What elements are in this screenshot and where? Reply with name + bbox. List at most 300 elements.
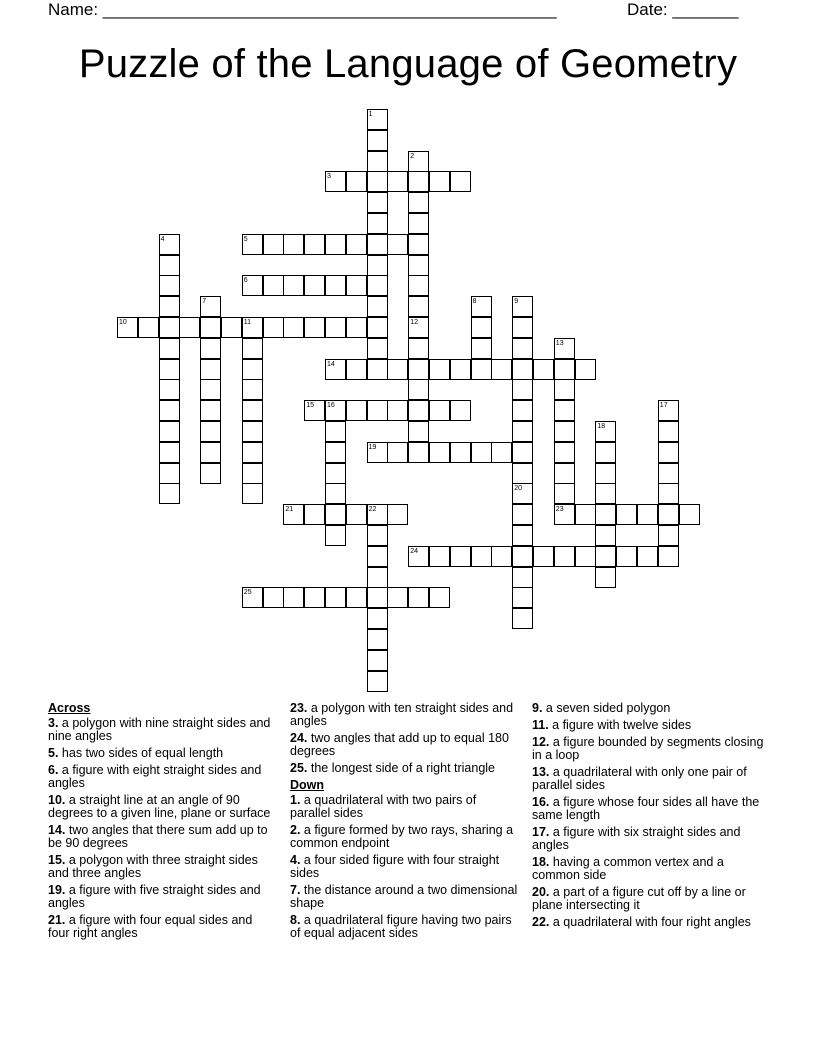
grid-cell[interactable] — [325, 275, 346, 296]
clue-item — [290, 762, 518, 775]
clue-item — [290, 732, 518, 758]
date-field-line: Date: _______ — [627, 0, 739, 19]
grid-cell[interactable] — [408, 546, 429, 567]
grid-cell[interactable] — [512, 525, 533, 546]
grid-cell[interactable] — [387, 442, 408, 463]
grid-cell[interactable] — [200, 442, 221, 463]
grid-cell[interactable] — [408, 338, 429, 359]
grid-cell[interactable] — [159, 379, 180, 400]
clue-number: 12 — [410, 319, 418, 326]
grid-cell[interactable] — [512, 608, 533, 629]
clue-item-text: has two sides of equal length — [58, 746, 224, 760]
grid-cell[interactable] — [159, 255, 180, 276]
grid-cell[interactable] — [387, 400, 408, 421]
grid-cell[interactable] — [408, 379, 429, 400]
grid-cell[interactable] — [512, 296, 533, 317]
clue-item-number: 17. — [532, 825, 550, 839]
grid-cell[interactable] — [450, 359, 471, 380]
grid-cell[interactable] — [471, 317, 492, 338]
grid-cell[interactable] — [408, 255, 429, 276]
grid-cell[interactable] — [408, 151, 429, 172]
grid-cell[interactable] — [325, 463, 346, 484]
clue-item-text: a quadrilateral with four right angles — [549, 915, 751, 929]
grid-cell[interactable] — [200, 400, 221, 421]
grid-cell[interactable] — [408, 317, 429, 338]
grid-cell[interactable] — [159, 234, 180, 255]
down-heading: Down — [290, 778, 325, 792]
grid-cell[interactable] — [658, 463, 679, 484]
grid-cell[interactable] — [367, 151, 388, 172]
grid-cell[interactable] — [242, 379, 263, 400]
grid-cell[interactable] — [471, 338, 492, 359]
clue-item-number: 23. — [290, 701, 308, 715]
grid-cell[interactable] — [408, 192, 429, 213]
clue-item-text: a seven sided polygon — [542, 701, 671, 715]
clue-number: 15 — [306, 402, 314, 410]
grid-cell[interactable] — [471, 442, 492, 463]
grid-cell[interactable] — [512, 463, 533, 484]
clue-item-number: 13. — [532, 765, 550, 779]
grid-cell[interactable] — [200, 296, 221, 317]
clue-item-text: two angles that there sum add up to be 90 degrees — [48, 823, 268, 850]
grid-cell[interactable] — [159, 296, 180, 317]
grid-cell[interactable] — [159, 359, 180, 380]
grid-cell[interactable] — [554, 359, 575, 380]
clue-number: 19 — [368, 443, 377, 451]
grid-cell[interactable] — [595, 463, 616, 484]
clue-column-2 — [290, 702, 518, 944]
grid-cell[interactable] — [658, 400, 679, 421]
clue-item-number: 11. — [532, 718, 549, 732]
grid-cell[interactable] — [429, 587, 450, 608]
grid-cell[interactable] — [554, 421, 575, 442]
clue-item — [48, 884, 276, 910]
clue-number: 2 — [410, 152, 415, 160]
grid-cell[interactable] — [117, 317, 138, 338]
grid-cell[interactable] — [283, 317, 304, 338]
grid-cell[interactable] — [512, 567, 533, 588]
grid-cell[interactable] — [658, 483, 679, 504]
grid-cell[interactable] — [616, 504, 637, 525]
clue-item-number: 5. — [48, 746, 59, 760]
clue-number: 3 — [327, 173, 331, 181]
grid-cell[interactable] — [159, 483, 180, 504]
grid-cell[interactable] — [367, 671, 388, 692]
grid-cell[interactable] — [325, 504, 346, 525]
grid-cell[interactable] — [367, 234, 388, 255]
grid-cell[interactable] — [408, 587, 429, 608]
grid-cell[interactable] — [367, 400, 388, 421]
grid-cell[interactable] — [346, 171, 367, 192]
clue-item — [532, 719, 764, 732]
clue-item-number: 19. — [48, 883, 66, 897]
clue-item — [532, 886, 764, 912]
grid-cell[interactable] — [575, 359, 596, 380]
clue-number: 14 — [327, 360, 335, 368]
grid-cell[interactable] — [533, 359, 554, 380]
grid-cell[interactable] — [658, 504, 679, 525]
clue-item-text: a four sided figure with four straight sides — [290, 853, 500, 880]
clue-item — [532, 736, 764, 762]
grid-cell[interactable] — [263, 234, 284, 255]
clue-item — [532, 856, 764, 882]
grid-cell[interactable] — [512, 442, 533, 463]
clue-number: 13 — [555, 339, 564, 347]
grid-cell[interactable] — [346, 504, 367, 525]
clue-number: 10 — [119, 319, 127, 326]
grid-cell[interactable] — [367, 296, 388, 317]
grid-cell[interactable] — [554, 400, 575, 421]
grid-cell[interactable] — [325, 317, 346, 338]
grid-cell[interactable] — [242, 359, 263, 380]
clue-number: 6 — [243, 277, 248, 285]
clue-item — [290, 854, 518, 880]
clue-item-number: 24. — [290, 731, 308, 745]
grid-cell[interactable] — [346, 400, 367, 421]
clue-item-number: 7. — [290, 883, 301, 897]
clue-number: 7 — [202, 298, 207, 306]
grid-cell[interactable] — [200, 317, 221, 338]
clue-item-text: having a common vertex and a common side — [532, 855, 724, 882]
clue-item-text: the distance around a two dimensional shape — [290, 883, 518, 910]
grid-cell[interactable] — [367, 359, 388, 380]
grid-cell[interactable] — [346, 359, 367, 380]
grid-cell[interactable] — [471, 546, 492, 567]
grid-cell[interactable] — [242, 483, 263, 504]
grid-cell[interactable] — [367, 255, 388, 276]
grid-cell[interactable] — [491, 359, 512, 380]
grid-cell[interactable] — [242, 338, 263, 359]
grid-cell[interactable] — [429, 546, 450, 567]
page-title: Puzzle of the Language of Geometry — [78, 42, 738, 86]
clue-item-number: 6. — [48, 763, 59, 777]
grid-cell[interactable] — [387, 587, 408, 608]
clue-item — [290, 702, 518, 728]
grid-cell[interactable] — [595, 483, 616, 504]
grid-cell[interactable] — [595, 567, 616, 588]
clue-item — [48, 717, 276, 743]
grid-cell[interactable] — [304, 587, 325, 608]
clue-item-text: a polygon with three straight sides and three angles — [48, 853, 258, 880]
grid-cell[interactable] — [200, 421, 221, 442]
grid-cell[interactable] — [408, 359, 429, 380]
clue-number: 4 — [160, 235, 165, 243]
clue-item-text: a figure with eight straight sides and angles — [48, 763, 262, 790]
grid-cell[interactable] — [179, 317, 200, 338]
grid-cell[interactable] — [159, 442, 180, 463]
grid-cell[interactable] — [429, 171, 450, 192]
clue-number: 22 — [368, 506, 377, 514]
grid-cell[interactable] — [367, 130, 388, 151]
grid-cell[interactable] — [595, 504, 616, 525]
clue-item — [48, 824, 276, 850]
grid-cell[interactable] — [367, 587, 388, 608]
clue-number: 24 — [410, 547, 418, 555]
grid-cell[interactable] — [512, 359, 533, 380]
clue-item — [532, 702, 764, 715]
clue-number: 18 — [597, 423, 606, 430]
grid-cell[interactable] — [658, 421, 679, 442]
clue-item-number: 21. — [48, 913, 66, 927]
grid-cell[interactable] — [242, 421, 263, 442]
grid-cell[interactable] — [512, 317, 533, 338]
clue-item — [48, 794, 276, 820]
grid-cell[interactable] — [367, 275, 388, 296]
grid-cell[interactable] — [367, 192, 388, 213]
clue-item-number: 4. — [290, 853, 301, 867]
grid-cell[interactable] — [616, 546, 637, 567]
grid-cell[interactable] — [242, 442, 263, 463]
clue-item-text: a figure with twelve sides — [548, 718, 692, 732]
grid-cell[interactable] — [325, 442, 346, 463]
grid-cell[interactable] — [408, 213, 429, 234]
clue-item — [48, 747, 276, 760]
grid-cell[interactable] — [367, 567, 388, 588]
grid-cell[interactable] — [367, 109, 388, 130]
grid-cell[interactable] — [554, 483, 575, 504]
grid-cell[interactable] — [367, 504, 388, 525]
grid-cell[interactable] — [637, 504, 658, 525]
grid-cell[interactable] — [512, 587, 533, 608]
clue-item — [290, 914, 518, 940]
across-clue-list-continued — [290, 702, 518, 775]
grid-cell[interactable] — [304, 275, 325, 296]
grid-cell[interactable] — [283, 275, 304, 296]
clue-item-number: 12. — [532, 735, 550, 749]
grid-cell[interactable] — [283, 504, 304, 525]
clue-item-number: 3. — [48, 716, 59, 730]
grid-cell[interactable] — [637, 546, 658, 567]
grid-cell[interactable] — [450, 546, 471, 567]
clue-item-text: a figure formed by two rays, sharing a common endpoint — [290, 823, 514, 850]
grid-cell[interactable] — [512, 400, 533, 421]
grid-cell[interactable] — [408, 275, 429, 296]
grid-cell[interactable] — [159, 421, 180, 442]
grid-cell[interactable] — [367, 650, 388, 671]
grid-cell[interactable] — [450, 171, 471, 192]
clue-item — [48, 914, 276, 940]
grid-cell[interactable] — [554, 338, 575, 359]
clue-item-text: a figure with five straight sides and angles — [48, 883, 261, 910]
grid-cell[interactable] — [367, 317, 388, 338]
grid-cell[interactable] — [658, 525, 679, 546]
clue-item-number: 9. — [532, 701, 543, 715]
grid-cell[interactable] — [325, 359, 346, 380]
grid-cell[interactable] — [512, 338, 533, 359]
grid-cell[interactable] — [408, 171, 429, 192]
grid-cell[interactable] — [263, 275, 284, 296]
grid-cell[interactable] — [159, 338, 180, 359]
grid-cell[interactable] — [595, 421, 616, 442]
grid-cell[interactable] — [159, 463, 180, 484]
clue-item-text: a part of a figure cut off by a line or plane intersecting it — [532, 885, 746, 912]
grid-cell[interactable] — [408, 442, 429, 463]
clue-item-number: 8. — [290, 913, 301, 927]
clue-item-number: 18. — [532, 855, 550, 869]
clue-column-3 — [532, 702, 764, 933]
grid-cell[interactable] — [200, 379, 221, 400]
grid-cell[interactable] — [367, 442, 388, 463]
grid-cell[interactable] — [283, 587, 304, 608]
grid-cell[interactable] — [325, 234, 346, 255]
grid-cell[interactable] — [595, 546, 616, 567]
clue-number: 9 — [514, 298, 519, 306]
clue-number: 16 — [327, 402, 335, 410]
grid-cell[interactable] — [575, 504, 596, 525]
grid-cell[interactable] — [450, 400, 471, 421]
clue-item — [532, 796, 764, 822]
grid-cell[interactable] — [325, 525, 346, 546]
grid-cell[interactable] — [554, 442, 575, 463]
grid-cell[interactable] — [242, 587, 263, 608]
clue-item-number: 1. — [290, 793, 301, 807]
clue-item — [532, 826, 764, 852]
clue-item — [48, 764, 276, 790]
grid-cell[interactable] — [450, 442, 471, 463]
clue-item — [532, 766, 764, 792]
grid-cell[interactable] — [512, 483, 533, 504]
clue-item-text: a figure with six straight sides and angles — [532, 825, 741, 852]
clue-item-number: 16. — [532, 795, 550, 809]
grid-cell[interactable] — [387, 171, 408, 192]
clue-item-number: 2. — [290, 823, 301, 837]
grid-cell[interactable] — [533, 546, 554, 567]
grid-cell[interactable] — [367, 171, 388, 192]
clue-item-text: a figure whose four sides all have the same length — [532, 795, 760, 822]
down-clue-list-continued — [532, 702, 764, 929]
grid-cell[interactable] — [554, 504, 575, 525]
clue-item-text: the longest side of a right triangle — [307, 761, 496, 775]
clue-item-text: a quadrilateral with two pairs of parallel sides — [290, 793, 477, 820]
grid-cell[interactable] — [658, 442, 679, 463]
grid-cell[interactable] — [679, 504, 700, 525]
grid-cell[interactable] — [471, 296, 492, 317]
clue-item-text: a polygon with ten straight sides and angles — [290, 701, 514, 728]
grid-cell[interactable] — [346, 317, 367, 338]
grid-cell[interactable] — [346, 234, 367, 255]
grid-cell[interactable] — [595, 525, 616, 546]
grid-cell[interactable] — [325, 400, 346, 421]
grid-cell[interactable] — [512, 504, 533, 525]
grid-cell[interactable] — [242, 275, 263, 296]
grid-cell[interactable] — [408, 421, 429, 442]
grid-cell[interactable] — [512, 421, 533, 442]
grid-cell[interactable] — [491, 546, 512, 567]
clue-item-text: a figure with four equal sides and four right angles — [48, 913, 253, 940]
grid-cell[interactable] — [512, 546, 533, 567]
grid-cell[interactable] — [387, 504, 408, 525]
grid-cell[interactable] — [429, 442, 450, 463]
grid-cell[interactable] — [325, 171, 346, 192]
clue-number: 17 — [659, 402, 668, 410]
down-clue-list — [290, 794, 518, 940]
grid-cell[interactable] — [554, 546, 575, 567]
grid-cell[interactable] — [304, 317, 325, 338]
grid-cell[interactable] — [346, 587, 367, 608]
clue-number: 8 — [472, 298, 477, 306]
grid-cell[interactable] — [408, 400, 429, 421]
grid-cell[interactable] — [367, 525, 388, 546]
grid-cell[interactable] — [283, 234, 304, 255]
grid-cell[interactable] — [491, 442, 512, 463]
clue-number: 21 — [285, 506, 294, 514]
grid-cell[interactable] — [367, 338, 388, 359]
grid-cell[interactable] — [346, 275, 367, 296]
grid-cell[interactable] — [200, 463, 221, 484]
clue-item-text: a polygon with nine straight sides and nine angles — [48, 716, 271, 743]
across-heading: Across — [48, 701, 91, 715]
clue-item — [290, 794, 518, 820]
grid-cell[interactable] — [263, 317, 284, 338]
grid-cell[interactable] — [242, 463, 263, 484]
grid-cell[interactable] — [304, 400, 325, 421]
grid-cell[interactable] — [387, 359, 408, 380]
grid-cell[interactable] — [367, 608, 388, 629]
grid-cell[interactable] — [200, 338, 221, 359]
grid-cell[interactable] — [325, 421, 346, 442]
grid-cell[interactable] — [408, 234, 429, 255]
grid-cell[interactable] — [367, 629, 388, 650]
grid-cell[interactable] — [242, 234, 263, 255]
clue-number: 5 — [243, 235, 248, 243]
grid-cell[interactable] — [138, 317, 159, 338]
grid-cell[interactable] — [263, 587, 284, 608]
grid-cell[interactable] — [242, 317, 263, 338]
clue-item — [290, 824, 518, 850]
grid-cell[interactable] — [387, 234, 408, 255]
grid-cell[interactable] — [408, 296, 429, 317]
grid-cell[interactable] — [304, 234, 325, 255]
grid-cell[interactable] — [325, 483, 346, 504]
clue-number: 23 — [555, 506, 564, 514]
grid-cell[interactable] — [325, 587, 346, 608]
grid-cell[interactable] — [242, 400, 263, 421]
grid-cell[interactable] — [367, 213, 388, 234]
grid-cell[interactable] — [159, 400, 180, 421]
grid-cell[interactable] — [554, 379, 575, 400]
grid-cell[interactable] — [429, 400, 450, 421]
clue-item-text: a figure bounded by segments closing in a loop — [532, 735, 764, 762]
clue-item-text: a quadrilateral figure having two pairs of equal adjacent sides — [290, 913, 512, 940]
across-clue-list — [48, 717, 276, 940]
grid-cell[interactable] — [429, 359, 450, 380]
clue-column-1 — [48, 702, 276, 944]
grid-cell[interactable] — [554, 463, 575, 484]
grid-cell[interactable] — [575, 546, 596, 567]
grid-cell[interactable] — [658, 546, 679, 567]
grid-cell[interactable] — [200, 359, 221, 380]
clue-number: 20 — [514, 485, 522, 493]
clue-item-text: a quadrilateral with only one pair of parallel sides — [532, 765, 747, 792]
clue-item-text: a straight line at an angle of 90 degrees to a given line, plane or surface — [48, 793, 271, 820]
grid-cell[interactable] — [221, 317, 242, 338]
clue-item-number: 14. — [48, 823, 66, 837]
grid-cell[interactable] — [159, 275, 180, 296]
clue-item — [48, 854, 276, 880]
clue-item-number: 10. — [48, 793, 66, 807]
grid-cell[interactable] — [471, 359, 492, 380]
grid-cell[interactable] — [159, 317, 180, 338]
clue-number: 1 — [368, 111, 373, 118]
grid-cell[interactable] — [367, 546, 388, 567]
clue-item-number: 22. — [532, 915, 550, 929]
grid-cell[interactable] — [595, 442, 616, 463]
clue-number: 25 — [243, 589, 252, 597]
grid-cell[interactable] — [304, 504, 325, 525]
clue-item — [532, 916, 764, 929]
clue-number: 11 — [243, 319, 252, 326]
grid-cell[interactable] — [512, 379, 533, 400]
